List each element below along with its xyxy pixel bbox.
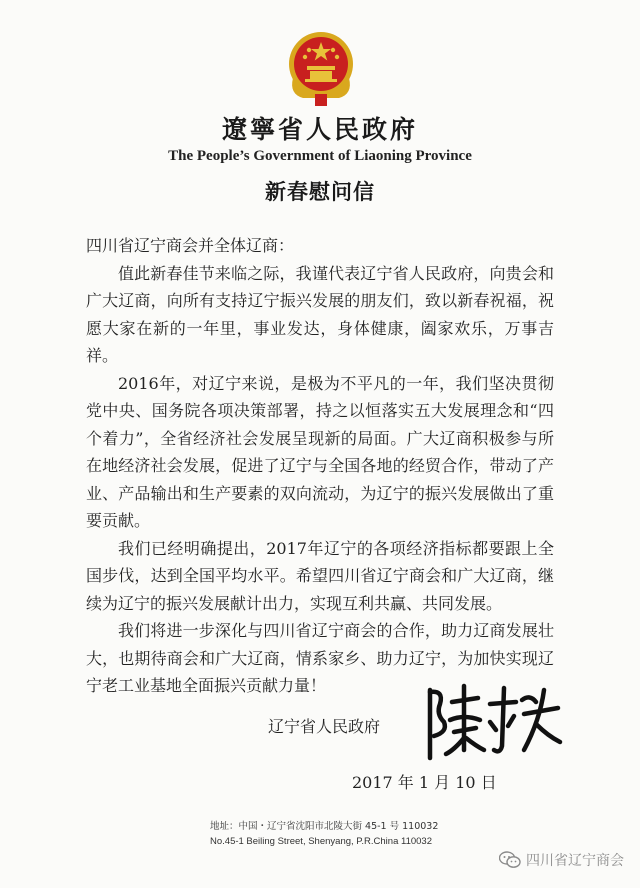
national-emblem-icon: [285, 28, 357, 108]
government-name-chinese: 遼寧省人民政府: [221, 115, 418, 144]
letter-date: 2017 年 1 月 10 日: [352, 773, 497, 792]
government-name-english: The People’s Government of Liaoning Province: [168, 148, 472, 164]
paragraph-4: 我们将进一步深化与四川省辽宁商会的合作，助力辽商发展壮大，也期待商会和广大辽商，情系家乡、助力辽宁，为加快实现辽宁老工业基地全面振兴贡献力量！: [86, 621, 554, 695]
letter-body: [86, 232, 554, 700]
handwritten-signature: [424, 680, 564, 764]
wechat-watermark: [499, 850, 624, 870]
paragraph-2: 2016年，对辽宁来说，是极为不平凡的一年，我们坚决贯彻党中央、国务院各项决策部署，持之以恒落实五大发展理念和“四个着力”，全省经济社会发展呈现新的局面。广大辽商积极参与所在地经济社会发展，促进了辽宁与全国各地的经贸合作，带动了产业、产品输出和生产要素的双向流动，为辽宁的振兴发展做出了重要贡献。: [86, 373, 554, 530]
address-chinese: 地址：中国・辽宁省沈阳市北陵大街 45-1 号 110032: [210, 821, 439, 832]
watermark-label: 四川省辽宁商会: [526, 853, 624, 869]
paragraph-1: 值此新春佳节来临之际，我谨代表辽宁省人民政府，向贵会和广大辽商，向所有支持辽宁振兴发展的朋友们，致以新春祝福，祝愿大家在新的一年里，事业发达，身体健康，阖家欢乐，万事吉祥。: [86, 263, 554, 365]
wechat-icon: [499, 851, 521, 869]
signer-name: 辽宁省人民政府: [268, 717, 381, 736]
address-english: No.45-1 Beiling Street, Shenyang, P.R.China 110032: [210, 836, 432, 847]
letter-title: 新春慰问信: [265, 179, 375, 204]
salutation: 四川省辽宁商会并全体辽商：: [86, 236, 295, 255]
paragraph-3: 我们已经明确提出，2017年辽宁的各项经济指标都要跟上全国步伐，达到全国平均水平。希望四川省辽宁商会和广大辽商，继续为辽宁的振兴发展献计出力，实现互利共赢、共同发展。: [86, 538, 554, 613]
